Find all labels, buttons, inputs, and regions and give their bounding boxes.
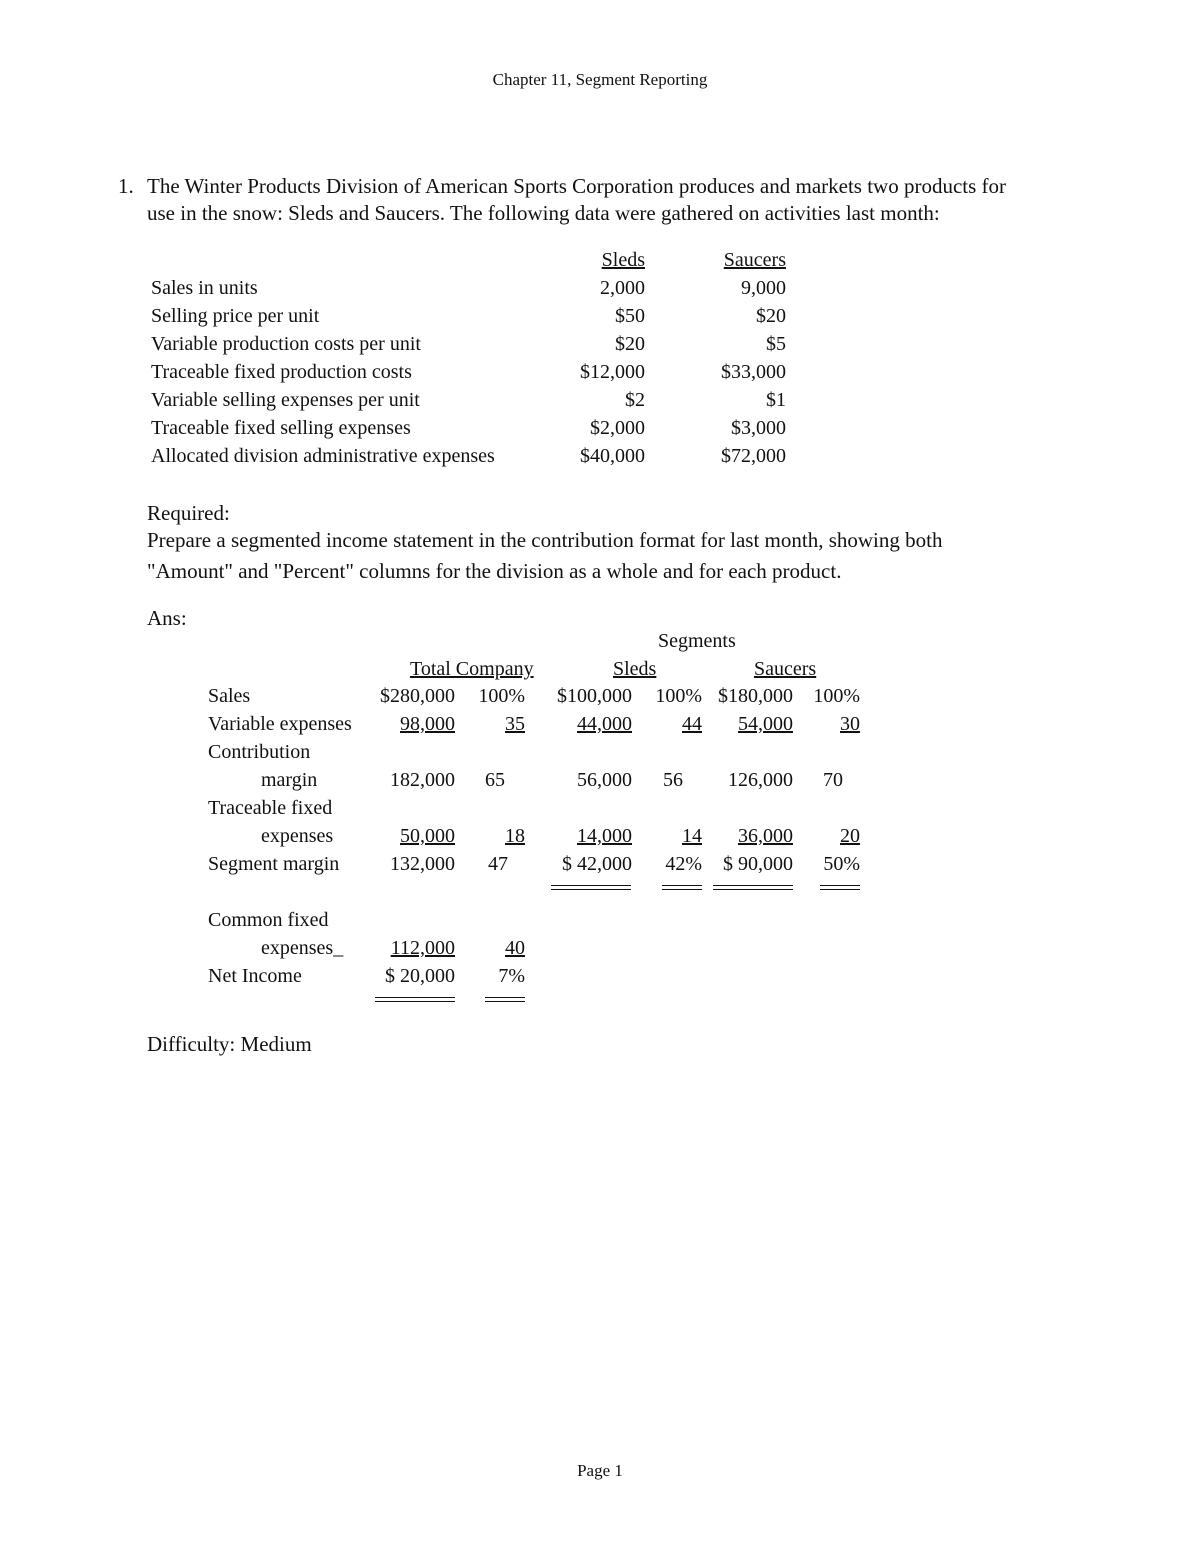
cell: 14,000 <box>577 825 632 847</box>
row-label-traceable-fixed: Traceable fixed <box>208 797 333 819</box>
cell: 35 <box>505 713 525 735</box>
difficulty-text: Difficulty: Medium <box>147 1032 312 1056</box>
cell: 40 <box>505 937 525 959</box>
cell: 30 <box>840 713 860 735</box>
cell: $ 90,000 <box>723 853 793 875</box>
required-heading: Required: <box>147 501 230 525</box>
segments-header: Segments <box>658 630 736 652</box>
cell: 7% <box>498 965 525 987</box>
row-label-common-fixed: Common fixed <box>208 909 329 931</box>
cell: 20 <box>840 825 860 847</box>
required-text-line-2: "Amount" and "Percent" columns for the division as a whole and for each product. <box>147 559 842 583</box>
data-row-sleds: $2,000 <box>590 417 645 439</box>
data-row-label: Traceable fixed production costs <box>151 361 412 383</box>
double-underline <box>551 885 631 890</box>
cell: 18 <box>505 825 525 847</box>
data-row-label: Variable selling expenses per unit <box>151 389 420 411</box>
data-row-label: Variable production costs per unit <box>151 333 421 355</box>
cell: $180,000 <box>718 685 793 707</box>
saucers-header: Saucers <box>754 658 817 680</box>
data-row-saucers: $72,000 <box>721 445 786 467</box>
cell: 44,000 <box>577 713 632 735</box>
cell: 100% <box>813 685 860 707</box>
cell: 132,000 <box>390 853 455 875</box>
cell: $280,000 <box>380 685 455 707</box>
cell: $ 20,000 <box>385 965 455 987</box>
row-label-expenses: expenses <box>261 825 334 847</box>
row-label-variable-expenses: Variable expenses <box>208 713 352 735</box>
data-table-header-saucers: Saucers <box>723 249 786 271</box>
double-underline <box>820 885 860 890</box>
data-row-sleds: $50 <box>615 305 645 327</box>
row-label-sales: Sales <box>208 685 251 707</box>
cell: 42% <box>665 853 702 875</box>
question-number: 1. <box>118 174 134 198</box>
cell: 47 <box>488 853 508 875</box>
row-label-segment-margin: Segment margin <box>208 853 340 875</box>
row-label-net-income: Net Income <box>208 965 302 987</box>
data-row-sleds: $20 <box>615 333 645 355</box>
total-company-header: Total Company <box>410 658 534 680</box>
cell: 54,000 <box>738 713 793 735</box>
page-header: Chapter 11, Segment Reporting <box>492 70 708 89</box>
cell: 36,000 <box>738 825 793 847</box>
question-text-line-1: The Winter Products Division of American Sports Corporation produces and markets two products for <box>147 174 1007 198</box>
question-text-line-2: use in the snow: Sleds and Saucers. The following data were gathered on activities last month: <box>147 201 940 225</box>
cell: 182,000 <box>390 769 455 791</box>
data-row-saucers: 9,000 <box>741 277 786 299</box>
cell: 56 <box>663 769 683 791</box>
cell: 44 <box>682 713 702 735</box>
data-row-saucers: $33,000 <box>721 361 786 383</box>
cell: 65 <box>485 769 505 791</box>
cell: 56,000 <box>577 769 632 791</box>
cell: 50% <box>823 853 860 875</box>
cell: 70 <box>823 769 843 791</box>
answer-label: Ans: <box>147 606 187 630</box>
cell: 98,000 <box>400 713 455 735</box>
row-label-contribution: Contribution <box>208 741 311 763</box>
data-row-sleds: $40,000 <box>580 445 645 467</box>
data-row-sleds: $2 <box>625 389 645 411</box>
data-table-header-sleds: Sleds <box>601 249 645 271</box>
page-footer: Page 1 <box>577 1461 623 1480</box>
data-row-saucers: $5 <box>766 333 786 355</box>
data-row-saucers: $20 <box>756 305 786 327</box>
cell: 14 <box>682 825 702 847</box>
cell: 112,000 <box>390 937 455 959</box>
row-label-expenses: expenses_ <box>261 937 344 959</box>
sleds-header: Sleds <box>613 658 657 680</box>
cell: 100% <box>655 685 702 707</box>
cell: 126,000 <box>728 769 793 791</box>
data-row-sleds: 2,000 <box>600 277 645 299</box>
data-row-saucers: $1 <box>766 389 786 411</box>
double-underline <box>662 885 702 890</box>
data-row-label: Traceable fixed selling expenses <box>151 417 411 439</box>
double-underline <box>375 997 455 1002</box>
data-row-sleds: $12,000 <box>580 361 645 383</box>
cell: $100,000 <box>557 685 632 707</box>
data-row-label: Allocated division administrative expenses <box>151 445 495 467</box>
data-row-label: Sales in units <box>151 277 258 299</box>
double-underline <box>485 997 525 1002</box>
data-row-label: Selling price per unit <box>151 305 320 327</box>
row-label-margin: margin <box>261 769 318 791</box>
double-underline <box>713 885 793 890</box>
data-row-saucers: $3,000 <box>731 417 786 439</box>
cell: 50,000 <box>400 825 455 847</box>
cell: 100% <box>478 685 525 707</box>
required-text-line-1: Prepare a segmented income statement in the contribution format for last month, showing both <box>147 528 943 552</box>
cell: $ 42,000 <box>562 853 632 875</box>
